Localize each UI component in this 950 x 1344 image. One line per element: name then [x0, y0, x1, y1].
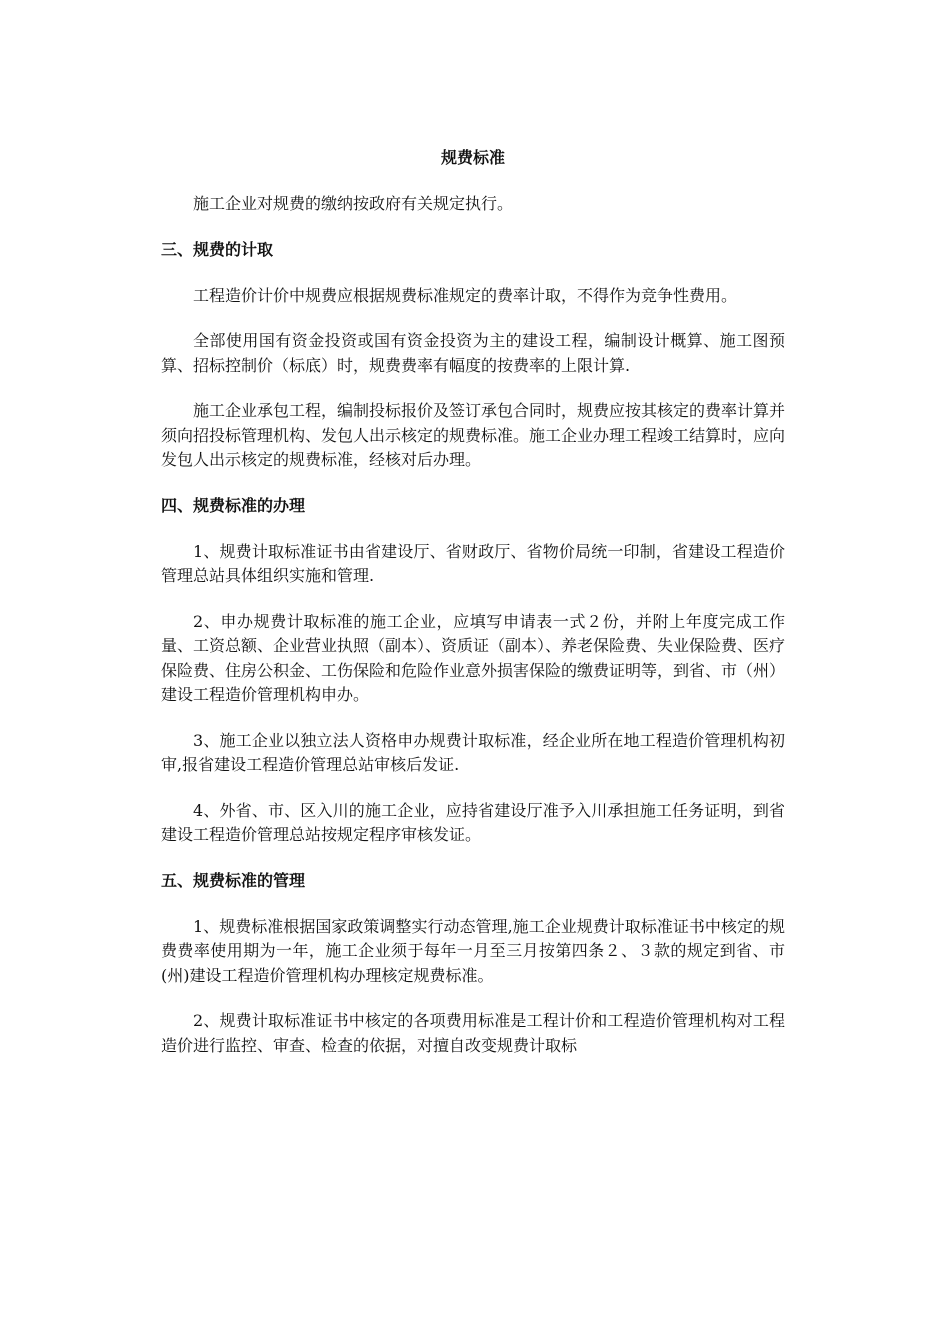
intro-paragraph: 施工企业对规费的缴纳按政府有关规定执行。 — [193, 194, 514, 213]
paragraph: 工程造价计价中规费应根据规费标准规定的费率计取，不得作为竞争性费用。 — [193, 285, 738, 305]
paragraph: 施工企业承包工程，编制投标报价及签订承包合同时，规费应按其核定的费率计算并须向招投标管理机构、发包人出示核定的规费标准。施工企业办理工程竣工结算时，应向发包人出示核定的规费标准，经核对后办理。 — [161, 401, 786, 469]
paragraph: 1、规费计取标准证书由省建设厅、省财政厅、省物价局统一印制，省建设工程造价管理总站具体组织实施和管理. — [161, 541, 785, 585]
document-title: 规费标准 — [440, 148, 505, 167]
paragraph: 2、规费计取标准证书中核定的各项费用标准是工程计价和工程造价管理机构对工程造价进行监控、审查、检查的依据，对擅自改变规费计取标 — [161, 1011, 785, 1055]
section-heading: 四、规费标准的办理 — [161, 495, 306, 515]
paragraph: 1、规费标准根据国家政策调整实行动态管理,施工企业规费计取标准证书中核定的规费费率使用期为一年，施工企业须于每年一月至三月按第四条２、３款的规定到省、市(州)建设工程造价管理机构办理核定规费标准。 — [161, 916, 785, 985]
section-heading: 三、规费的计取 — [161, 239, 274, 259]
section-fee-calculation — [161, 238, 785, 473]
section-heading: 五、规费标准的管理 — [161, 870, 306, 890]
section-fee-management — [161, 869, 785, 1059]
paragraph: 2、申办规费计取标准的施工企业，应填写申请表一式２份，并附上年度完成工作量、工资总额、企业营业执照（副本）、资质证（副本）、养老保险费、失业保险费、医疗保险费、住房公积金、工伤保险和危险作业意外损害保险的缴费证明等，到省、市（州）建设工程造价管理机构申办。 — [161, 611, 786, 704]
section-fee-application — [161, 494, 785, 848]
paragraph: 3、施工企业以独立法人资格申办规费计取标准，经企业所在地工程造价管理机构初审,报省建设工程造价管理总站审核后发证. — [161, 730, 785, 774]
paragraph: 全部使用国有资金投资或国有资金投资为主的建设工程，编制设计概算、施工图预算、招标控制价（标底）时，规费费率有幅度的按费率的上限计算. — [161, 331, 785, 375]
paragraph: 4、外省、市、区入川的施工企业，应持省建设厅准予入川承担施工任务证明，到省建设工程造价管理总站按规定程序审核发证。 — [161, 800, 785, 844]
document-page — [161, 146, 785, 1079]
